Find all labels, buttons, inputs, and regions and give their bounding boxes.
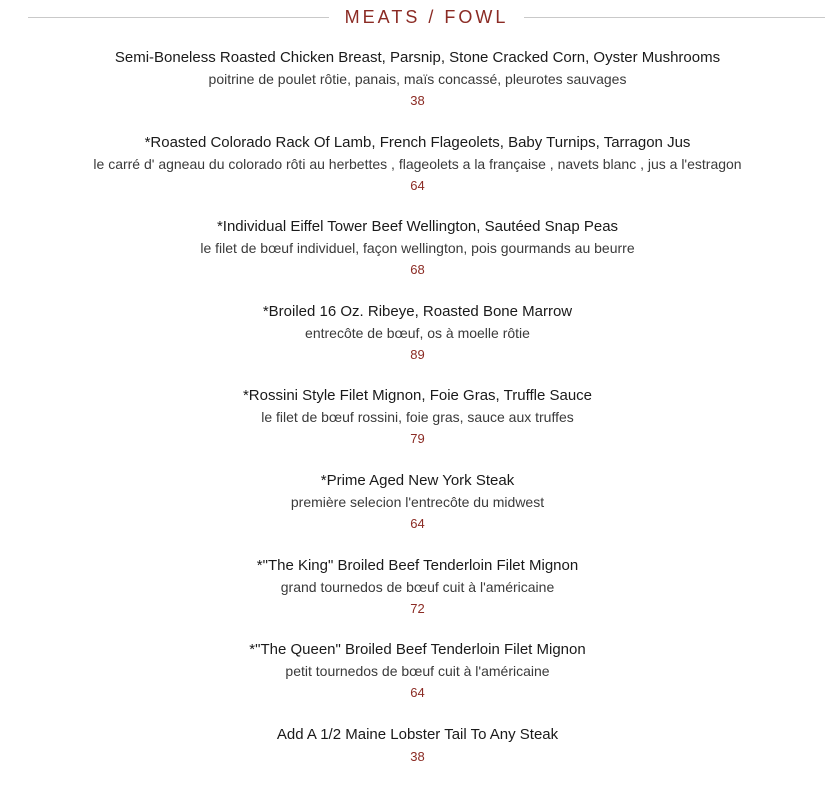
dish-name: *Roasted Colorado Rack Of Lamb, French Flageolets, Baby Turnips, Tarragon Jus — [144, 133, 691, 151]
dish-description: petit tournedos de bœuf cuit à l'américaine — [285, 663, 550, 680]
dish-description: le filet de bœuf individuel, façon wellington, pois gourmands au beurre — [200, 240, 635, 257]
dish-name: *Prime Aged New York Steak — [320, 471, 515, 489]
menu-item — [0, 301, 835, 386]
dish-price: 64 — [410, 685, 425, 701]
menu-item — [0, 724, 835, 808]
menu-list — [0, 47, 835, 808]
dish-description: poitrine de poulet rôtie, panais, maïs concassé, pleurotes sauvages — [208, 71, 627, 87]
menu-item — [0, 132, 835, 217]
dish-name: *Rossini Style Filet Mignon, Foie Gras, Truffle Sauce — [242, 387, 593, 405]
dish-name: *Individual Eiffel Tower Beef Wellington, Sautéed Snap Peas — [216, 218, 619, 236]
dish-description: grand tournedos de bœuf cuit à l'américaine — [280, 578, 555, 595]
divider-right — [524, 17, 825, 18]
dish-description: le carré d' agneau du colorado rôti au herbettes , flageolets a la française , navets blanc , jus a l'estragon — [93, 155, 742, 172]
menu-item — [0, 639, 835, 724]
dish-price: 68 — [410, 262, 425, 278]
dish-price: 64 — [410, 515, 425, 531]
dish-price: 72 — [410, 600, 425, 616]
dish-description: le filet de bœuf rossini, foie gras, sauce aux truffes — [261, 409, 574, 426]
dish-name: Add A 1/2 Maine Lobster Tail To Any Steak — [276, 725, 559, 743]
menu-item — [0, 470, 835, 555]
menu-item — [0, 555, 835, 640]
divider-left — [28, 17, 329, 18]
section-title: MEATS / FOWL — [344, 6, 509, 27]
dish-description: première selecion l'entrecôte du midwest — [290, 493, 545, 510]
menu-item — [0, 385, 835, 470]
dish-price: 64 — [410, 177, 425, 193]
dish-name: *"The Queen" Broiled Beef Tenderloin Filet Mignon — [249, 641, 586, 659]
menu-item — [0, 216, 835, 301]
dish-price: 89 — [410, 346, 425, 362]
dish-price: 38 — [410, 93, 425, 108]
dish-price: 38 — [410, 748, 425, 764]
dish-name: *"The King" Broiled Beef Tenderloin Filet Mignon — [256, 556, 579, 574]
dish-price: 79 — [410, 431, 425, 447]
menu-item — [0, 47, 835, 132]
dish-name: Semi-Boneless Roasted Chicken Breast, Parsnip, Stone Cracked Corn, Oyster Mushrooms — [114, 49, 721, 66]
dish-name: *Broiled 16 Oz. Ribeye, Roasted Bone Marrow — [262, 302, 573, 320]
dish-description: entrecôte de bœuf, os à moelle rôtie — [305, 324, 530, 341]
section-header — [0, 4, 835, 30]
